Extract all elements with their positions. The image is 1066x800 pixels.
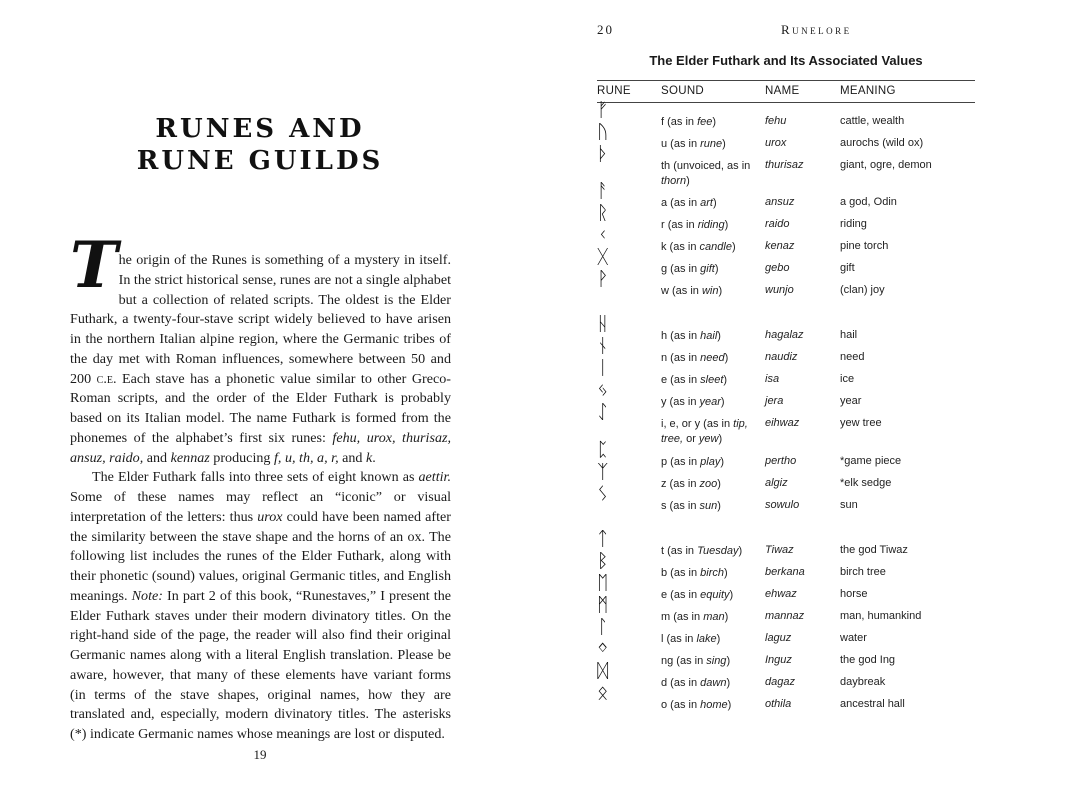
sound-part: fee — [697, 116, 713, 128]
rune-name: eihwaz — [765, 417, 800, 429]
text-run: urox — [257, 508, 283, 525]
rune-name: ansuz — [765, 196, 795, 208]
paragraph-2 — [70, 468, 451, 745]
rune-name: algiz — [765, 477, 788, 489]
rune-glyph: ᚠ — [597, 99, 609, 121]
text-run: kennaz — [170, 449, 210, 466]
rune-glyph: ᚲ — [597, 224, 609, 246]
sound-part: gift — [700, 263, 715, 275]
rune-meaning: aurochs (wild ox) — [840, 137, 924, 149]
rune-name: dagaz — [765, 676, 795, 688]
rune-meaning: riding — [840, 218, 867, 230]
text-run: Each stave has a phonetic value similar to other Greco-Roman scripts, and the order of the Elder Futhark is probably based on its Italian model. The name Futhark is formed from the phonemes of the alphabet’s first six runes: — [70, 370, 451, 446]
rune-glyph: ᚱ — [597, 202, 609, 224]
sound-part: z (as in — [661, 478, 700, 490]
sound-part: ) — [726, 655, 731, 667]
sound-part: o (as in — [661, 699, 701, 711]
sound-part: ) — [731, 241, 736, 253]
sound-part: s (as in — [661, 500, 700, 512]
header-name: NAME — [765, 85, 800, 97]
rune-glyph: ᛏ — [597, 528, 609, 550]
text-run: Note: — [131, 587, 163, 604]
rune-glyph: ᛇ — [597, 401, 609, 423]
text-run: he origin of the Runes is something of a mystery in itself. In the strict historical sense, runes are not a single alphabet but a collection of related scripts. The oldest is the Elder Futhark, a twenty-four-stave script widely believed to have arisen in the northern Italian alpine region, where the Germanic tribes of the day met with Roman influences, somewhere between 50 and 200 — [70, 252, 451, 387]
sound-part: w (as in — [661, 285, 702, 297]
rune-row — [597, 313, 975, 342]
rune-glyph: ᚹ — [597, 268, 609, 290]
text-run: and — [338, 449, 366, 466]
rune-meaning: *game piece — [840, 455, 902, 467]
sound-part: ) — [720, 456, 724, 468]
sound-part: ) — [723, 374, 728, 386]
rune-glyph: ᚾ — [597, 335, 609, 357]
text-run: aettir. — [418, 469, 451, 486]
rune-name: pertho — [765, 455, 797, 467]
rune-glyph: ᛟ — [597, 682, 609, 704]
right-page — [533, 0, 1066, 800]
sound-part: ) — [718, 432, 723, 445]
rune-meaning: daybreak — [840, 676, 886, 688]
text-run: In part 2 of this book, “Runestaves,” I present the Elder Futhark staves under their modern divinatory titles. On the right-hand side of the page, the reader will also find their original Germanic names along with a literal English translation. Please be aware, however, that many of these elements have variant forms (in terms of the stave shapes, original names, how they are translated and, especially, modern divinatory titles. The asterisks (*) indicate Germanic names whose meanings are lost or disputed. — [70, 587, 452, 742]
rune-sound — [661, 159, 759, 188]
rune-name: mannaz — [765, 610, 805, 622]
rune-name: gebo — [765, 262, 790, 274]
rune-name: Tiwaz — [765, 544, 794, 556]
rune-sound — [661, 499, 759, 514]
rune-name: isa — [765, 373, 780, 385]
rune-name: urox — [765, 137, 787, 149]
rune-meaning: a god, Odin — [840, 196, 897, 208]
rune-glyph: ᚢ — [597, 121, 609, 143]
sound-part: a (as in — [661, 197, 701, 209]
sound-part: e (as in — [661, 374, 701, 386]
table-title: The Elder Futhark and Its Associated Values — [649, 53, 923, 68]
rune-glyph: ᛁ — [597, 357, 609, 379]
rune-glyph: ᛊ — [597, 483, 609, 505]
rune-meaning: birch tree — [840, 566, 886, 578]
rune-name: thurisaz — [765, 159, 804, 171]
rune-meaning: gift — [840, 262, 855, 274]
sound-part: sun — [699, 500, 718, 512]
rune-meaning: the god Tiwaz — [840, 544, 908, 556]
rune-name: kenaz — [765, 240, 795, 252]
rune-glyph: ᚦ — [597, 143, 609, 165]
text-run: k — [366, 449, 373, 466]
rune-row — [597, 528, 975, 557]
rune-row — [597, 99, 975, 128]
rune-name: sowulo — [765, 499, 800, 511]
rune-meaning: man, humankind — [840, 610, 922, 622]
sound-part: equity — [700, 589, 730, 601]
text-run: c.e. — [96, 370, 117, 387]
sound-part: riding — [697, 219, 725, 231]
sound-part: h (as in — [661, 330, 701, 342]
paragraph-1 — [70, 228, 451, 468]
page-number-left: 19 — [253, 747, 267, 762]
rune-glyph: ᛖ — [597, 572, 609, 594]
sound-part: r (as in — [661, 219, 698, 231]
rune-meaning: hail — [840, 329, 858, 341]
rune-meaning: ice — [840, 373, 855, 385]
sound-part: hail — [700, 330, 718, 342]
rune-row — [597, 439, 975, 468]
text-run: The Elder Futhark falls into three sets of eight known as — [92, 469, 419, 486]
sound-part: art — [700, 197, 713, 209]
sound-part: ) — [720, 396, 725, 408]
sound-part: win — [701, 285, 719, 297]
rune-glyph: ᛞ — [597, 660, 609, 682]
sound-part: or — [683, 432, 699, 445]
text-run: Some of these names may reflect an “iconic” or visual interpretation of the letters: thus — [70, 489, 451, 525]
chapter-title-line-2: RUNE GUILDS — [136, 146, 384, 176]
sound-part: i, e, or y (as in — [661, 418, 734, 430]
sound-part: need — [700, 352, 725, 364]
sound-part: f (as in — [661, 116, 698, 128]
rune-meaning: year — [840, 395, 862, 407]
sound-part: m (as in — [661, 611, 704, 623]
sound-part: sing — [706, 655, 727, 667]
rune-meaning: sun — [840, 499, 858, 511]
sound-part: d (as in — [661, 677, 701, 689]
rune-name: hagalaz — [765, 329, 804, 341]
sound-part: y (as in — [661, 396, 700, 408]
sound-part: ) — [717, 478, 721, 490]
sound-part: p (as in — [661, 456, 701, 468]
rune-meaning: cattle, wealth — [840, 115, 905, 127]
sound-part: ) — [717, 330, 721, 342]
sound-part: ) — [724, 219, 729, 231]
rune-name: othila — [765, 698, 792, 710]
sound-part: sleet — [700, 374, 724, 386]
rune-name: wunjo — [765, 284, 794, 296]
header-sound: SOUND — [661, 85, 705, 97]
sound-part: g (as in — [661, 263, 701, 275]
text-run: fehu, urox, thurisaz, ansuz, raido, — [70, 429, 451, 466]
rune-glyph: ᚨ — [597, 180, 609, 202]
header-rune: RUNE — [597, 85, 631, 97]
rune-name: naudiz — [765, 351, 798, 363]
rune-meaning: need — [840, 351, 865, 363]
sound-part: th (unvoiced, as in — [661, 160, 751, 172]
sound-part: zoo — [699, 478, 718, 490]
rune-name: raido — [765, 218, 790, 230]
text-run: and — [143, 449, 171, 466]
chapter-title — [70, 113, 450, 177]
rune-sound — [661, 698, 759, 713]
rune-glyph: ᛃ — [597, 379, 609, 401]
sound-part: ) — [714, 263, 719, 275]
sound-part: candle — [699, 241, 732, 253]
rune-name: ehwaz — [765, 588, 797, 600]
rune-meaning: the god Ing — [840, 654, 896, 666]
sound-part: ) — [686, 174, 690, 187]
header-meaning: MEANING — [840, 85, 896, 97]
sound-part: yew — [698, 432, 719, 445]
rune-meaning: horse — [840, 588, 868, 600]
sound-part: ) — [718, 285, 723, 297]
rune-meaning: (clan) joy — [840, 284, 885, 296]
sound-part: tip, tree, — [661, 418, 748, 445]
rune-meaning: pine torch — [840, 240, 889, 252]
sound-part: k (as in — [661, 241, 700, 253]
text-run: f, u, th, a, r, — [273, 449, 339, 466]
rune-sound — [661, 417, 759, 446]
rune-glyph: ᛜ — [597, 638, 609, 660]
sound-part: ) — [722, 138, 726, 150]
rune-meaning: yew tree — [840, 417, 882, 429]
sound-part: b (as in — [661, 567, 701, 579]
sound-part: ) — [723, 567, 728, 579]
sound-part: ) — [712, 116, 717, 128]
sound-part: birch — [700, 567, 724, 579]
rune-glyph: ᛉ — [597, 461, 609, 483]
sound-part: l (as in — [661, 633, 697, 645]
page-number-right: 20 — [597, 22, 614, 37]
rune-name: fehu — [765, 115, 787, 127]
rune-meaning: *elk sedge — [840, 477, 892, 489]
sound-part: ) — [738, 545, 743, 557]
running-head-title: Runelore — [781, 22, 852, 37]
sound-part: ) — [717, 500, 721, 512]
sound-part: dawn — [700, 677, 727, 689]
sound-part: ) — [716, 633, 721, 645]
sound-part: year — [699, 396, 721, 408]
sound-part: ) — [729, 589, 734, 601]
sound-part: play — [700, 456, 721, 468]
rune-glyph: ᛈ — [597, 439, 609, 461]
sound-part: ) — [712, 197, 717, 209]
drop-cap: T — [70, 228, 118, 303]
rune-name: berkana — [765, 566, 805, 578]
rune-sound — [661, 284, 759, 299]
sound-part: ) — [727, 699, 732, 711]
text-run: . — [372, 449, 376, 466]
rune-glyph: ᚺ — [597, 313, 609, 335]
chapter-title-line-1: RUNES AND — [155, 114, 365, 144]
rune-name: Inguz — [765, 654, 792, 666]
text-run: producing — [209, 449, 274, 466]
body-text — [70, 220, 451, 745]
text-run: could have been named after the similarity between the stave shape and the horns of an ox. The following list includes the runes of the Elder Futhark, along with their phonetic (sound) values, original Germanic titles, and English meanings. — [70, 508, 451, 604]
sound-part: lake — [696, 633, 717, 645]
sound-part: Tuesday — [697, 545, 739, 557]
sound-part: ) — [724, 611, 729, 623]
rune-name: jera — [765, 395, 784, 407]
rune-name: laguz — [765, 632, 792, 644]
sound-part: ) — [726, 677, 731, 689]
sound-part: thorn — [661, 174, 687, 187]
sound-part: u (as in — [661, 138, 701, 150]
table-top-rule — [597, 80, 975, 81]
sound-part: rune — [700, 138, 723, 150]
sound-part: ) — [724, 352, 729, 364]
sound-part: home — [700, 699, 728, 711]
table-header-rule — [597, 102, 975, 103]
rune-meaning: ancestral hall — [840, 698, 905, 710]
rune-glyph: ᛗ — [597, 594, 609, 616]
sound-part: t (as in — [661, 545, 698, 557]
sound-part: n (as in — [661, 352, 701, 364]
rune-meaning: giant, ogre, demon — [840, 159, 932, 171]
rune-meaning: water — [840, 632, 867, 644]
rune-glyph: ᛒ — [597, 550, 609, 572]
rune-glyph: ᚷ — [597, 246, 609, 268]
rune-glyph: ᛚ — [597, 616, 609, 638]
sound-part: man — [703, 611, 725, 623]
sound-part: ng (as in — [661, 655, 707, 667]
sound-part: e (as in — [661, 589, 701, 601]
